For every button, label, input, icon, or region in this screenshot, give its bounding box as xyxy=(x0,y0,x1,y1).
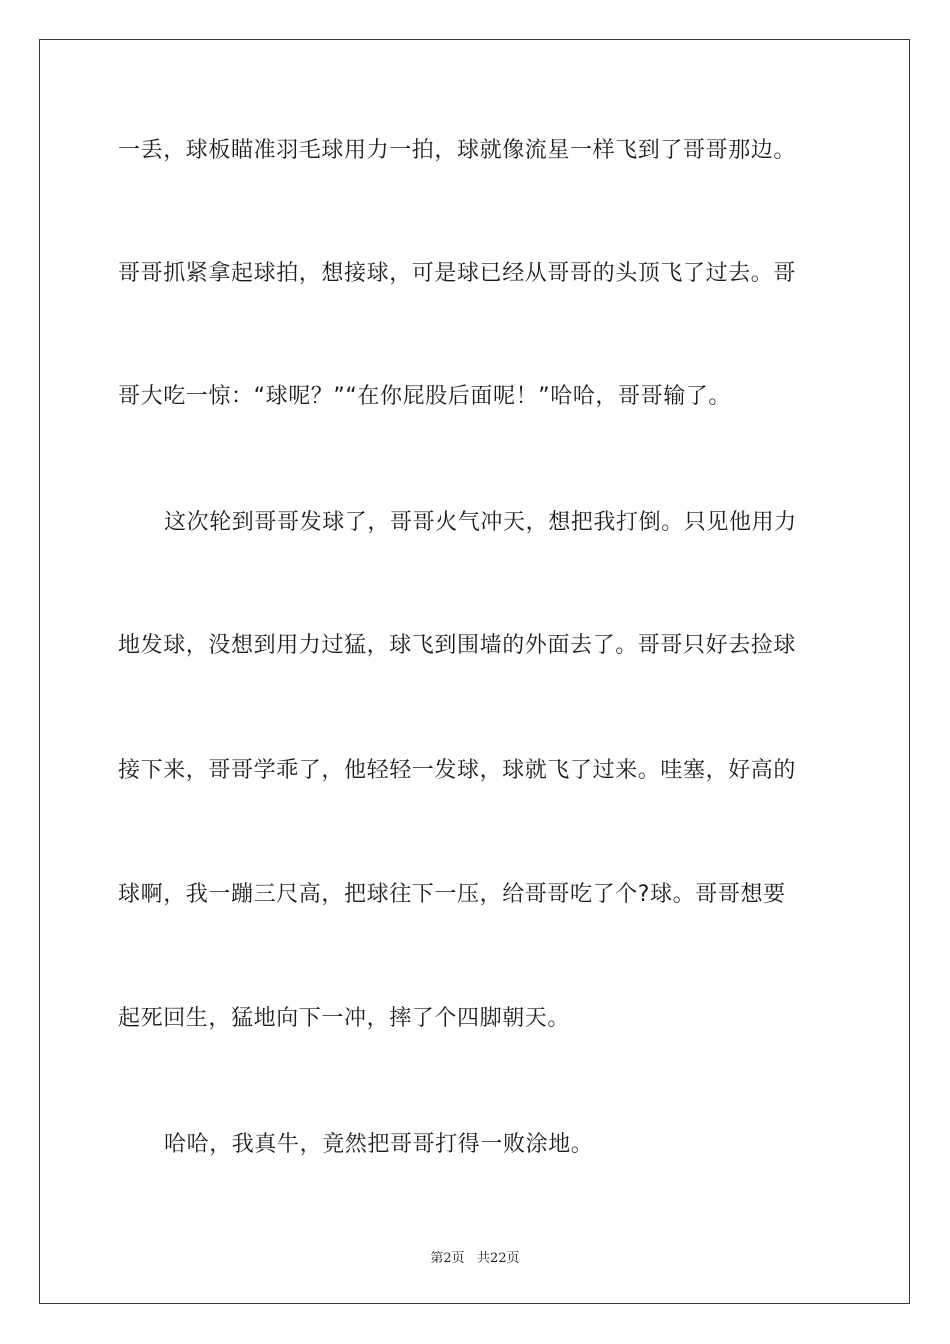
text-line-4: 这次轮到哥哥发球了，哥哥火气冲天，想把我打倒。只见他用力 xyxy=(164,510,797,535)
text-line-9: 哈哈，我真牛，竟然把哥哥打得一败涂地。 xyxy=(164,1132,594,1157)
text-line-7: 球啊，我一蹦三尺高，把球往下一压，给哥哥吃了个?球。哥哥想要 xyxy=(118,882,786,907)
page-border xyxy=(39,39,910,1304)
text-line-6: 接下来，哥哥学乖了，他轻轻一发球，球就飞了过来。哇塞，好高的 xyxy=(118,758,797,783)
text-line-1: 一丢，球板瞄准羽毛球用力一拍，球就像流星一样飞到了哥哥那边。 xyxy=(118,138,797,163)
page-number-footer: 第2页 共22页 xyxy=(430,1251,520,1266)
text-line-5: 地发球，没想到用力过猛，球飞到围墙的外面去了。哥哥只好去捡球 xyxy=(118,633,797,658)
text-line-2: 哥哥抓紧拿起球拍，想接球，可是球已经从哥哥的头顶飞了过去。哥 xyxy=(118,261,797,286)
text-line-3: 哥大吃一惊：“球呢？”“在你屁股后面呢！”哈哈，哥哥输了。 xyxy=(118,384,731,409)
text-line-8: 起死回生，猛地向下一冲，摔了个四脚朝天。 xyxy=(118,1006,571,1031)
